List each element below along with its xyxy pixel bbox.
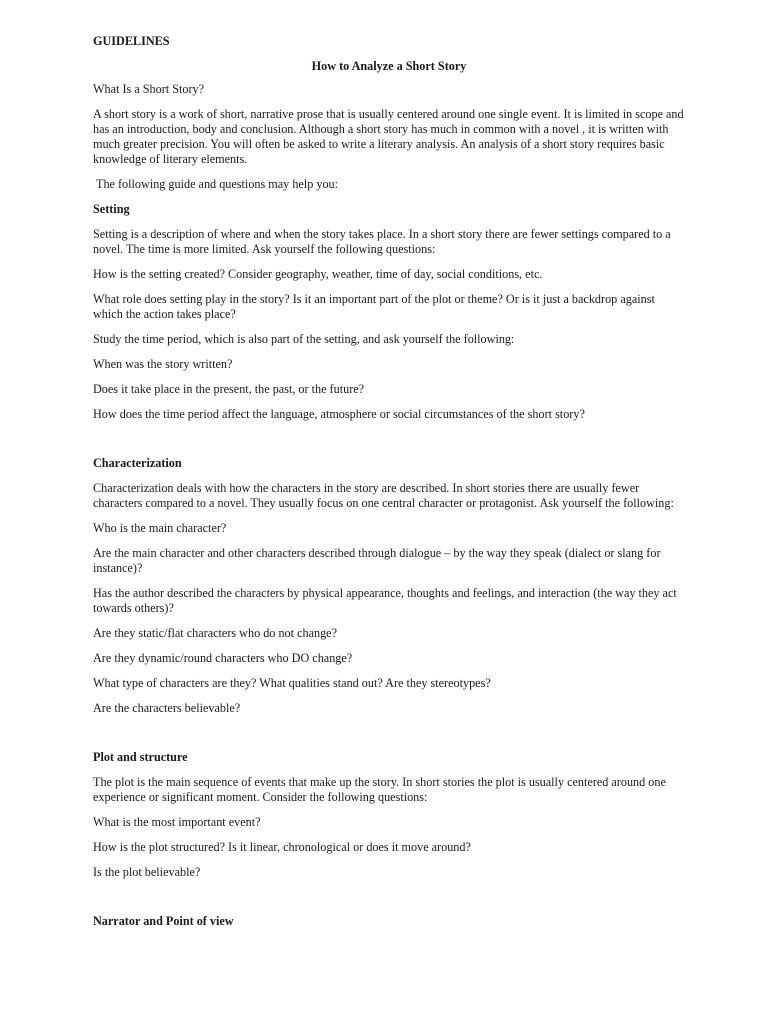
setting-question: Does it take place in the present, the past, or the future? bbox=[93, 382, 365, 396]
characterization-question: Are the characters believable? bbox=[93, 701, 241, 715]
section-heading-characterization: Characterization bbox=[93, 456, 182, 470]
characterization-question: Who is the main character? bbox=[93, 521, 227, 535]
intro-paragraph: A short story is a work of short, narrative prose that is usually centered around one single event. It is limited in scope and has an introduction, body and conclusion. Although a short story has much in common with a novel , it is written with much greater precision. You will often be asked to write a literary analysis. An analysis of a short story requires basic knowledge of literary elements. bbox=[93, 107, 684, 166]
characterization-question: Has the author described the characters by physical appearance, thoughts and feelings, and interaction (the way they act towards others)? bbox=[93, 586, 677, 615]
setting-question: What role does setting play in the story? Is it an important part of the plot or theme? Or is it just a backdrop against which the action takes place? bbox=[93, 292, 655, 321]
plot-question: Is the plot believable? bbox=[93, 865, 201, 879]
setting-question: When was the story written? bbox=[93, 357, 233, 371]
characterization-question: Are they static/flat characters who do not change? bbox=[93, 626, 337, 640]
characterization-question: Are the main character and other characters described through dialogue – by the way they speak (dialect or slang for instance)? bbox=[93, 546, 661, 575]
setting-question: How does the time period affect the language, atmosphere or social circumstances of the short story? bbox=[93, 407, 585, 421]
plot-paragraph: The plot is the main sequence of events that make up the story. In short stories the plot is usually centered around one experience or significant moment. Consider the following questions: bbox=[93, 775, 666, 804]
plot-question: What is the most important event? bbox=[93, 815, 261, 829]
guide-line: The following guide and questions may help you: bbox=[96, 177, 339, 191]
document-page bbox=[93, 34, 685, 939]
characterization-question: What type of characters are they? What qualities stand out? Are they stereotypes? bbox=[93, 676, 491, 690]
intro-question: What Is a Short Story? bbox=[93, 82, 205, 96]
section-heading-plot: Plot and structure bbox=[93, 750, 188, 764]
setting-paragraph: Study the time period, which is also part of the setting, and ask yourself the following: bbox=[93, 332, 515, 346]
doc-header: GUIDELINES bbox=[93, 34, 170, 48]
section-heading-setting: Setting bbox=[93, 202, 130, 216]
doc-title: How to Analyze a Short Story bbox=[311, 59, 467, 73]
setting-question: How is the setting created? Consider geography, weather, time of day, social conditions, etc. bbox=[93, 267, 543, 281]
characterization-question: Are they dynamic/round characters who DO change? bbox=[93, 651, 353, 665]
setting-paragraph: Setting is a description of where and when the story takes place. In a short story there are fewer settings compared to a novel. The time is more limited. Ask yourself the following questions: bbox=[93, 227, 671, 256]
characterization-paragraph: Characterization deals with how the characters in the story are described. In short stories there are usually fewer characters compared to a novel. They usually focus on one central character or protagonist. Ask yourself the following: bbox=[93, 481, 674, 510]
plot-question: How is the plot structured? Is it linear, chronological or does it move around? bbox=[93, 840, 471, 854]
section-heading-narrator: Narrator and Point of view bbox=[93, 914, 234, 928]
